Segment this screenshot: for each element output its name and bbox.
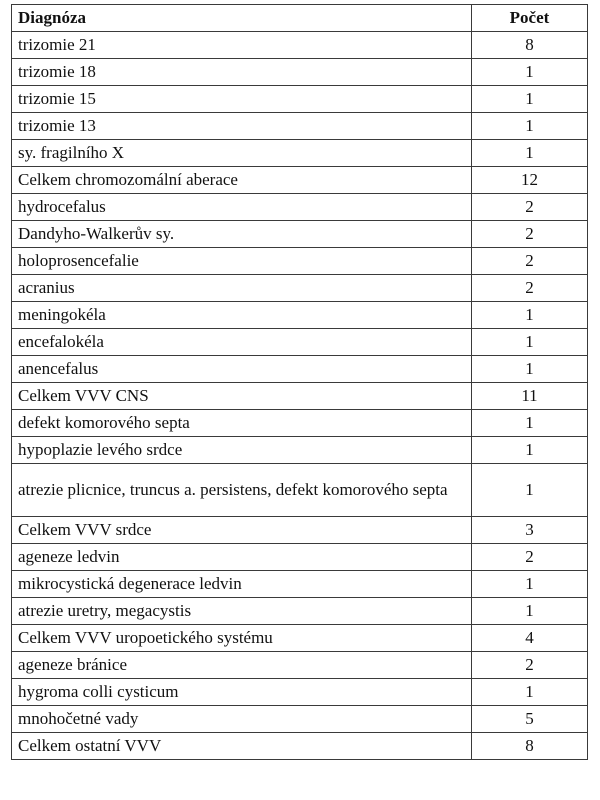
table-row [12, 571, 588, 598]
diagnosis-cell: trizomie 13 [12, 113, 472, 140]
diagnosis-cell: acranius [12, 275, 472, 302]
diagnosis-table [11, 4, 588, 760]
count-cell: 1 [472, 679, 588, 706]
table-row-subtotal [12, 625, 588, 652]
diagnosis-cell: meningokéla [12, 302, 472, 329]
count-cell: 8 [472, 32, 588, 59]
count-cell: 1 [472, 86, 588, 113]
table-row-subtotal [12, 167, 588, 194]
count-cell: 2 [472, 544, 588, 571]
table-row [12, 652, 588, 679]
diagnosis-cell: hygroma colli cysticum [12, 679, 472, 706]
table-row [12, 410, 588, 437]
table-row [12, 544, 588, 571]
count-cell: 11 [472, 383, 588, 410]
diagnosis-cell: Dandyho-Walkerův sy. [12, 221, 472, 248]
count-cell: 1 [472, 410, 588, 437]
count-cell: 2 [472, 194, 588, 221]
diagnosis-cell: mikrocystická degenerace ledvin [12, 571, 472, 598]
table-row [12, 248, 588, 275]
count-cell: 5 [472, 706, 588, 733]
table-row [12, 329, 588, 356]
diagnosis-table-container [11, 4, 587, 760]
table-row-subtotal [12, 383, 588, 410]
diagnosis-cell: sy. fragilního X [12, 140, 472, 167]
count-cell: 2 [472, 652, 588, 679]
count-cell: 2 [472, 248, 588, 275]
diagnosis-cell: anencefalus [12, 356, 472, 383]
table-row [12, 302, 588, 329]
count-cell: 1 [472, 59, 588, 86]
table-row [12, 679, 588, 706]
table-row [12, 32, 588, 59]
table-row [12, 598, 588, 625]
count-cell: 1 [472, 437, 588, 464]
count-cell: 1 [472, 329, 588, 356]
table-row [12, 113, 588, 140]
count-cell: 1 [472, 140, 588, 167]
table-row [12, 86, 588, 113]
count-cell: 12 [472, 167, 588, 194]
diagnosis-cell: Celkem VVV CNS [12, 383, 472, 410]
diagnosis-cell: atrezie plicnice, truncus a. persistens, defekt komorového septa [12, 464, 472, 517]
table-row [12, 437, 588, 464]
diagnosis-cell: Celkem ostatní VVV [12, 733, 472, 760]
table-row [12, 464, 588, 517]
diagnosis-cell: ageneze ledvin [12, 544, 472, 571]
table-header-row [12, 5, 588, 32]
table-row [12, 194, 588, 221]
table-row [12, 275, 588, 302]
diagnosis-cell: mnohočetné vady [12, 706, 472, 733]
count-cell: 1 [472, 571, 588, 598]
diagnosis-cell: trizomie 18 [12, 59, 472, 86]
diagnosis-cell: trizomie 21 [12, 32, 472, 59]
table-row [12, 59, 588, 86]
diagnosis-cell: defekt komorového septa [12, 410, 472, 437]
table-row [12, 221, 588, 248]
count-cell: 1 [472, 302, 588, 329]
table-row-subtotal [12, 517, 588, 544]
count-cell: 4 [472, 625, 588, 652]
count-cell: 1 [472, 598, 588, 625]
count-cell: 1 [472, 464, 588, 517]
count-cell: 2 [472, 275, 588, 302]
diagnosis-cell: atrezie uretry, megacystis [12, 598, 472, 625]
header-count: Počet [472, 5, 588, 32]
count-cell: 2 [472, 221, 588, 248]
diagnosis-cell: hydrocefalus [12, 194, 472, 221]
table-row [12, 706, 588, 733]
diagnosis-cell: trizomie 15 [12, 86, 472, 113]
diagnosis-cell: holoprosencefalie [12, 248, 472, 275]
count-cell: 1 [472, 356, 588, 383]
count-cell: 3 [472, 517, 588, 544]
diagnosis-cell: encefalokéla [12, 329, 472, 356]
diagnosis-cell: Celkem VVV srdce [12, 517, 472, 544]
count-cell: 8 [472, 733, 588, 760]
count-cell: 1 [472, 113, 588, 140]
diagnosis-cell: hypoplazie levého srdce [12, 437, 472, 464]
table-row [12, 356, 588, 383]
diagnosis-cell: Celkem VVV uropoetického systému [12, 625, 472, 652]
header-diagnosis: Diagnóza [12, 5, 472, 32]
table-row [12, 140, 588, 167]
table-row-subtotal [12, 733, 588, 760]
diagnosis-cell: ageneze bránice [12, 652, 472, 679]
diagnosis-cell: Celkem chromozomální aberace [12, 167, 472, 194]
